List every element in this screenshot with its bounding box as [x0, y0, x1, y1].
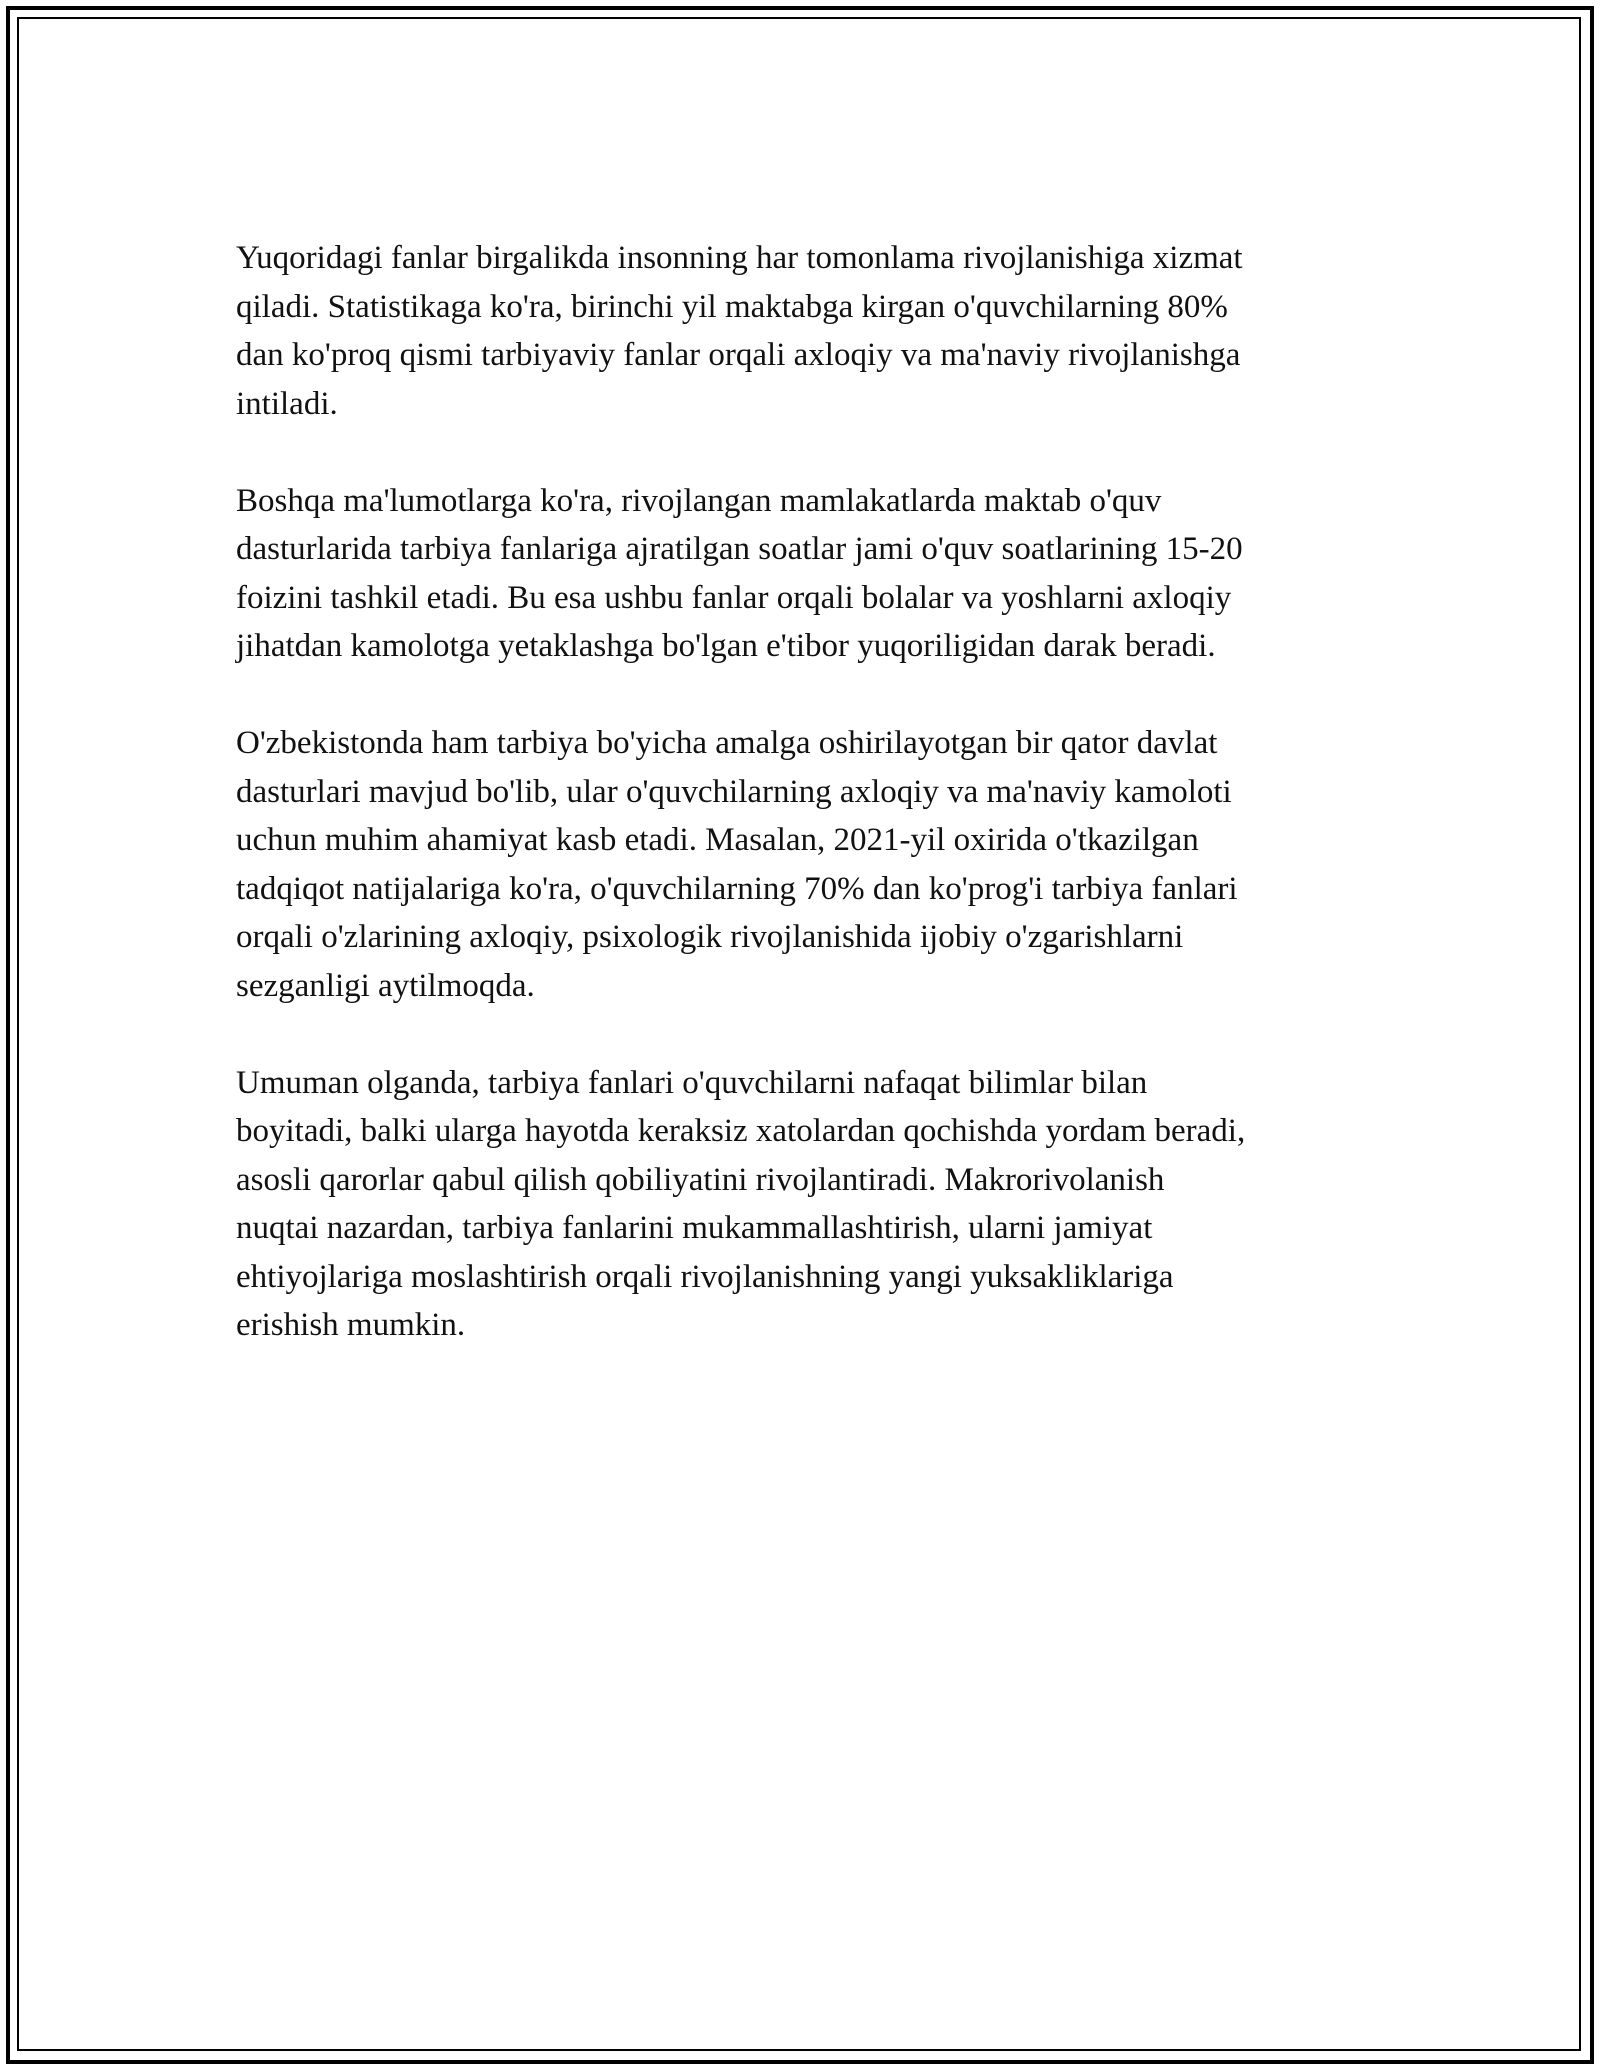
text-line: dan ko'proq qismi tarbiyaviy fanlar orqali axloqiy va ma'naviy rivojlanishga: [236, 337, 1241, 373]
text-line: tadqiqot natijalariga ko'ra, o'quvchilarning 70% dan ko'prog'i tarbiya fanlari: [236, 870, 1238, 907]
text-line: dasturlari mavjud bo'lib, ular o'quvchilarning axloqiy va ma'naviy kamoloti: [236, 773, 1232, 810]
text-line: uchun muhim ahamiyat kasb etadi. Masalan, 2021-yil oxirida o'tkazilgan: [236, 822, 1199, 858]
text-line: orqali o'zlarining axloqiy, psixologik rivojlanishida ijobiy o'zgarishlarni: [236, 919, 1184, 955]
paragraph-4: [236, 1059, 1366, 1350]
text-line: Yuqoridagi fanlar birgalikda insonning har tomonlama rivojlanishiga xizmat: [236, 240, 1243, 276]
text-line: erishish mumkin.: [236, 1307, 466, 1343]
text-line: dasturlarida tarbiya fanlariga ajratilgan soatlar jami o'quv soatlarining 15-20: [236, 531, 1243, 567]
text-line: Umuman olganda, tarbiya fanlari o'quvchilarni nafaqat bilimlar bilan: [236, 1064, 1148, 1101]
paragraph-3: [236, 719, 1366, 1010]
text-line: foizini tashkil etadi. Bu esa ushbu fanlar orqali bolalar va yoshlarni axloqiy: [236, 579, 1232, 616]
text-line: O'zbekistonda ham tarbiya bo'yicha amalga oshirilayotgan bir qator davlat: [236, 725, 1218, 761]
text-line: intiladi.: [236, 385, 338, 422]
text-line: jihatdan kamolotga yetaklashga bo'lgan e'tibor yuqoriligidan darak beradi.: [236, 628, 1216, 664]
text-line: qiladi. Statistikaga ko'ra, birinchi yil maktabga kirgan o'quvchilarning 80%: [236, 288, 1228, 325]
text-line: boyitadi, balki ularga hayotda keraksiz xatolardan qochishda yordam beradi,: [236, 1113, 1246, 1149]
text-line: asosli qarorlar qabul qilish qobiliyatini rivojlantiradi. Makrorivolanish: [236, 1161, 1165, 1198]
text-line: ehtiyojlariga moslashtirish orqali rivojlanishning yangi yuksakliklariga: [236, 1258, 1174, 1295]
document-body: [236, 234, 1366, 1398]
text-line: sezganligi aytilmoqda.: [236, 967, 535, 1004]
paragraph-1: [236, 234, 1366, 428]
text-line: Boshqa ma'lumotlarga ko'ra, rivojlangan mamlakatlarda maktab o'quv: [236, 482, 1162, 519]
text-line: nuqtai nazardan, tarbiya fanlarini mukammallashtirish, ularni jamiyat: [236, 1210, 1153, 1246]
paragraph-2: [236, 477, 1366, 671]
